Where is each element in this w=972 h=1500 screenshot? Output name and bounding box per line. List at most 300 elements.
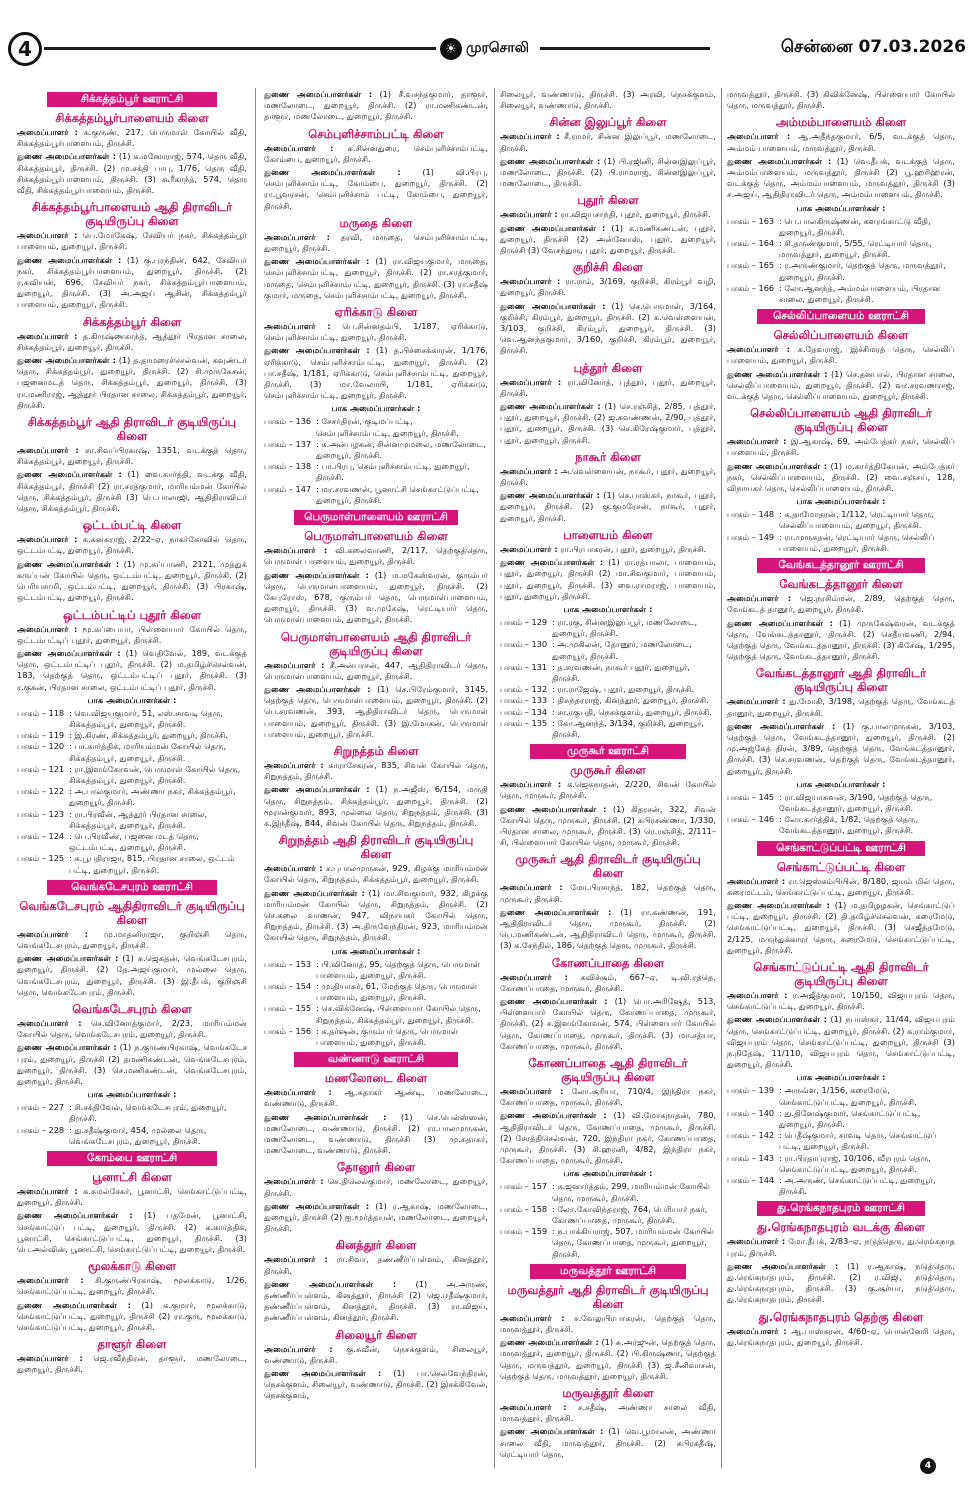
officer-details: (1) செ.பெல்ஸ்ஸன், மணலோடை, வண்ணாடு, திருச்சி. (2) ரா.பாலமுருகன், மணலோடை, வண்ணாடு, திருச்சி (3) மு.சுதாகர், மணலோடை, வண்ணாடு, திருச்சி. [264,1111,488,1156]
booth-section-label: பாக அமைப்பாளர்கள் : [796,496,886,507]
officer-details: பெ.மோகேஷ், சேவியர் நகர், சிக்கத்தம்பூர் பாளையம், துறையூர், திருச்சி. [17,230,247,252]
officer-details: (1) வெ.தீபக், வடக்குத் தெரு, அம்மம்பாளையம், மருவத்தூர், திருச்சி (2) பூ.ஹரிஹரன், வடக்குத் தெரு, அம்மம்பாளையம், மருவத்தூர், திருச்சி (3) ச.அஜய், ஆதிதிராவிடர் தெரு, அம்மம்பாளையம், திருச்சி. [727,155,955,200]
booth-number: பாகம் – 131 [500,661,548,672]
officer-details: த.கிருஷ்ணகாந்த், ஆத்தூர் பிரதான சாலை, சிக்கத்தம்பூர், துறையூர், திருச்சி. [17,330,247,352]
officer-entry [500,544,716,555]
officer-entry [17,1300,247,1334]
role-label: துணை அமைப்பாளர்கள் : [17,151,116,162]
booth-number: பாகம் – 165 [727,260,775,271]
officer-details: ர.அஜீத்குமார், 10/150, விஜயபுரம் தெரு, செங்காட்டுப்பட்டி, துறையூர், திருச்சி. [727,989,955,1012]
officer-entry [500,1110,716,1166]
branch-heading: மருவத்தூர் ஆதி திராவிடர் குடியிருப்பு கிளை [507,1282,709,1311]
booth-officer: : அருவ்ள, 1/156, கரைமேடு, செங்காட்டுப்பட்டி, துறையூர், திருச்சி. [779,1085,917,1107]
officer-entry [17,355,247,411]
officer-details: ச.சதீஷ், அண்ணா சாலை வீதி, மருவத்தூர், திருச்சி. [500,1402,716,1424]
role-label: துணை அமைப்பாளர்கள் : [264,683,371,694]
officer-details: (1) ரா.ரத்பாலா, பாளையம், புதூர், துறையூர், திருச்சி (2) மா.சிவகுமார், பாளையம், புதூர், துறையூர், திருச்சி. (3) வை.ராமராஜ், பாளையம், புதூர், துறையூர், திருச்சி. [500,557,716,601]
role-label: அமைப்பாளர் : [17,928,88,939]
role-label: துணை அமைப்பாளர்கள் : [727,368,828,379]
newspaper-logo [440,36,540,62]
officer-details: ரா.ராம், 3/169, குறிச்சி, கிரம்பூர் வழி, துறையூர், திருச்சி. [500,276,716,298]
officer-entry [264,863,488,885]
officer-entry [500,89,716,111]
officer-entry [500,1426,716,1460]
role-label: துணை அமைப்பாளர்கள் : [17,1299,131,1310]
branch-heading: கோணப்பாதை கிளை [551,955,665,970]
booth-officer: : சா.ரகுபதி, நெசக்குளம், துறையூர், திருச்சி. [552,706,712,717]
booth-section-label: பாக அமைப்பாளர்கள் : [331,403,421,414]
branch-heading: கோணப்பாதை ஆதி திராவிடர் குடியிருப்பு கிளை [528,1056,688,1084]
booth-entry [264,416,488,438]
officer-details: (1) பி.ரஜினி, சின்னஇலுப்பூர், மணலோடை, திருச்சி. (2) பி.ராமராஜ், சின்னஇலுப்பூர், மணலோடை, திருச்சி. [500,155,716,189]
officer-details: (1) முருகேஷ்வரன், வடக்குத் தெரு, வேங்கடத்தானூர், திருச்சி. (2) செதீயவணி, 2/94, தெற்குத் தெரு, வேங்கடத்தானூர், திருச்சி. (3) கிசேஷ், 1/295, தெற்குத் தெரு, வேங்கடத்தானூர், திருச்சி. [727,617,955,662]
branch-heading: செங்காட்டுப்பட்டி கிளை [776,859,906,874]
booth-officer: : பெ.பாலகிருஷ்ணன், களரங்காட்டு வீதி, துறையூர், திருச்சி. [779,215,931,237]
branch-heading: புதூர் கிளை [577,193,639,208]
officer-entry [264,321,488,343]
officer-entry [500,301,716,357]
officer-details: ஜெ.நரசிம்மன், 2/89, தெற்குத் தெரு, வேங்கடத் தானூர், துறையூர், திருச்சி. [727,593,955,615]
booth-entry [264,439,488,461]
role-label: துணை அமைப்பாளர்கள் : [500,155,601,166]
branch-heading: சிறுநத்தம் கிளை [333,743,419,758]
panchayat-heading: வண்ணாடு ஊராட்சி [294,1052,458,1067]
role-label: துணை அமைப்பாளர்கள் : [17,1210,133,1221]
booth-number: பாகம் – 139 [727,1085,775,1096]
branch-heading: முருகூர் ஆதி திராவிடர் குடியிருப்பு கிளை [515,852,701,881]
officer-details: (1) க.குமார், மூலக்காடு, செங்காட்டுப்பட்டி, துறையூர், திருச்சி (2) ரா.குரு, மூலக்காடு, செங்காட்டுப்பட்டி, துறையூர், திருச்சி. [17,1299,248,1333]
role-label: அமைப்பாளர் : [500,1312,565,1323]
officer-details: (1) க.மணிகண்டன், புதூர், துறையூர், திருச்சி (2) அன்னோஸ், புதூர், துறையூர், திருச்சி (3) வேசந்துரு, புதூர், துறையூர், திருச்சி. [500,222,716,256]
officer-entry [500,401,716,446]
role-label: அமைப்பாளர் : [264,1343,333,1354]
column-divider [494,88,495,1468]
branch-heading: முருகூர் கிளை [570,763,646,778]
branch-heading: செல்லிப்பாளையம் கிளை [773,328,909,343]
booth-entry [727,238,955,260]
role-label: துணை அமைப்பாளர்கள் : [727,1260,839,1271]
newspaper-name: முரசொலி [466,40,529,56]
role-label: அமைப்பாளர் : [264,545,328,556]
booth-number: பாகம் – 148 [727,509,775,520]
officer-details: (1) ர.ஆகாஷ், மணலோடை, துறையூர், திருச்சி (2) ஐ.மூர்த்தயன், மணலோடை, துறையூர், திருச்சி. [264,1200,488,1234]
role-label: அமைப்பாளர் : [500,131,560,142]
booth-officer: : சு.ஜனார்த்தம், 299, மாரியம்மன் கோயில் தெரு, முருகூர், திருச்சி. [552,1181,710,1203]
booth-officer: : திசுந்தரராஜ், கினத்தூர், துறையூர், திருச்சி. [552,695,709,706]
officer-details: பெ.சின்னதம்பி, 1/187, ஏரிக்காடு, செம்புளிச்சாம்பட்டி, துறையூர், திருச்சி. [264,321,488,343]
officer-details: ஆ.பாஸ்கரன், 4/60–ஏ, பொன்னேரி தெரு, து.ரெங்கநாதபுரம், துறையூர், திருச்சி. [727,1325,955,1347]
booth-number: பாகம் – 146 [727,814,775,825]
booth-number: பாகம் – 130 [500,639,548,650]
role-label: துணை அமைப்பாளர்கள் : [727,720,836,731]
booth-number: பாகம் – 144 [727,1175,775,1186]
officer-details: (1) ர.ஆகாஷ், நடுத்தெரு, து.ரெங்கநாதபுரம், திருச்சி. (2) ர.விஜி, நடுத்தெரு, து.ரெங்கநாதபுரம், திருச்சி. (3) கு.சூர்யா, நடுத்தெரு, து.ரெங்கநாதபுரம், திருச்சி. [727,1260,955,1305]
officer-entry [500,804,716,849]
role-label: துணை அமைப்பாளர்கள் : [500,401,601,412]
role-label: அமைப்பாளர் : [264,863,323,874]
officer-details: ஆ.சுதாகர் ஆண்டி, மணலோடை, வண்ணாடு, திருச்சி. [264,1087,488,1109]
officer-entry [17,1275,247,1297]
booth-section-label: பாக அமைப்பாளர்கள் : [563,603,653,614]
branch-heading: சிக்கத்தம்பூர்பாளையம் கிளை [55,111,209,125]
booth-officer: : சு.பூபதிராஜா, 815, பிரதான சாலை, ஒட்டம் பட்டி, துறையூர், திருச்சி. [69,853,235,875]
officer-entry [264,1176,488,1198]
booth-entry [500,684,716,695]
booth-entry [727,283,955,305]
officer-details: (1) செ.பாஸ்கர், நாகூர், புதூர், துறையூர், திருச்சி. (2) கு.குமரேசன், நாகூர், புதூர், துறையூர், திருச்சி. [500,490,716,523]
booth-officer: : க.அன்பழகன், சின்னமுமலை, மணலோடை, துறையூர், திருச்சி. [316,438,486,461]
role-label: அமைப்பாளர் : [727,875,786,886]
booth-entry [727,260,955,282]
officer-entry [17,127,247,149]
officer-entry [500,907,716,952]
booth-officer: : சி.சக்திவேல், வெங்கடேசபுரம், துறையூர், திருச்சி. [69,1102,227,1124]
officer-entry [264,684,488,740]
role-label: துணை அமைப்பாளர்கள் : [17,254,122,265]
role-label: துணை அமைப்பாளர்கள் : [264,784,370,795]
officer-entry [264,89,488,123]
booth-officer: : ரா.பிரவீன், ஆத்தூர் பிரதான சாலை, சிக்கத்தம்பூர், துறையூர், திருச்சி. [69,808,208,830]
role-label: அமைப்பாளர் : [264,321,331,332]
officer-details: க.ஜெகநாதன், 2/220, சிவன் கோயில் தெரு, முருகூர், திருச்சி. [500,779,716,801]
officer-entry [17,624,247,646]
booth-officer: : அ.முகிலன், தோனூர், மணலோடை, துறையூர், திருச்சி. [552,639,692,661]
role-label: துணை அமைப்பாளர்கள் : [500,1426,604,1437]
role-label: துணை அமைப்பாளர்கள் : [500,490,600,501]
role-label: அமைப்பாளர் : [17,330,78,341]
branch-heading: சிலையூர் கிளை [335,1327,417,1342]
role-label: அமைப்பாளர் : [727,696,786,707]
branch-heading: குறிச்சி கிளை [572,260,644,275]
booth-officer: : அ.பாலகுமார், அண்ணா நகர், சிக்கத்தம்பூர், துறையூர், திருச்சி. [69,786,236,808]
booth-entry [500,1226,716,1260]
booth-officer: : ரா.விஜயாசுவன், 3/190, தெற்குத் தெரு, வேங்கடத்தானூர், துறையூர், திருச்சி. [779,791,933,813]
panchayat-heading: மருவத்தூர் ஊராட்சி [530,1264,686,1279]
role-label: அமைப்பாளர் : [17,230,78,241]
branch-heading: செம்புளிச்சாம்பட்டி கிளை [308,126,444,141]
booth-number: பாகம் – 120 [17,741,65,752]
officer-details: ஜெ.ரவீந்திரன், தாளூர், மணலோடை, துறையூர், திருச்சி. [17,1353,247,1375]
role-label: அமைப்பாளர் : [17,623,78,634]
officer-entry [264,1201,488,1235]
role-label: துணை அமைப்பாளர்கள் : [500,300,606,311]
booth-number: பாகம் – 155 [264,1003,312,1014]
role-label: துணை அமைப்பாளர்கள் : [500,1337,599,1348]
booth-section-label: பாக அமைப்பாளர்கள் : [796,202,886,213]
booth-entry [727,1108,955,1130]
role-label: துணை அமைப்பாளர்கள் : [727,617,833,628]
officer-entry [264,888,488,944]
booth-entry [17,764,247,786]
officer-entry [17,929,247,951]
booth-officer: : ரா.பிரதாப்ராஜ், 10/106, வீரபுரம் தெரு, செங்காட்டுப்பட்டி, துறையூர், திருச்சி. [779,1152,931,1174]
officer-details: ரா.சிவா, தண்ணீர்ப்பள்ளம், கினத்தூர், திருச்சி. [264,1254,488,1276]
role-label: அமைப்பாளர் : [500,276,561,287]
officer-details: (1) கு.பாலமுருகன், 3/103, தெற்குத் தெரு, வேங்கடத்தானூர், துறையூர், திருச்சி. (2) மு.அஜ்கேத் திரன், 3/89, தெற்குத் தெரு, வேங்கடத்தானூர், திருச்சி. (3) செ.சரவணன், தெற்குத் தெரு, வேங்கடத்தானூர், துறையூர், திருச்சி. [727,720,955,776]
officer-entry [727,900,955,956]
role-label: அமைப்பாளர் : [264,659,325,670]
role-label: துணை அமைப்பாளர்கள் : [17,558,120,569]
booth-number: பாகம் – 166 [727,282,775,293]
booth-section-label: பாக அமைப்பாளர்கள் : [87,1089,177,1100]
role-label: அமைப்பாளர் : [500,1402,567,1413]
officer-details: (1) ம.மகேஸ்வரன், குரும்பர் தெரு, பெருமாள்பாளையம், துறையூர், திருச்சி. (2) கேபுரோஸ், 678, குரும்பர் தெரு, பெருமாள்பாளையம், துறையூர், திருச்சி. (3) வ.முகேஷ், ரெட்டியார் தெரு, பெருமாள்பாளையம், துறையூர், திருச்சி. [264,569,488,625]
officer-entry [17,331,247,353]
booth-officer: : பா.கார்த்திக், மாரியம்மன் கோயில் தெரு, சிக்கத்தம்பூர், துறையூர், திருச்சி. [69,741,227,763]
booth-entry [500,1181,716,1203]
branch-heading: சிறுநத்தம் ஆதி திராவிடர் குடியிருப்பு கிளை [278,833,474,862]
booth-officer: : ரா.இளங்கோவன், பெருமாள் கோயில் தெரு, சிக்கத்தம்பூர், துறையூர், திருச்சி. [69,763,241,785]
officer-entry [500,1337,716,1382]
officer-entry [17,230,247,252]
officer-entry [727,696,955,718]
officer-details: மோ.பிரசாந்த், 182, தெற்குத் தெரு, முருகூர், திருச்சி. [500,882,716,904]
panchayat-heading: பெருமாள்பாளையம் ஊராட்சி [294,510,458,525]
officer-details: சீ.ராமர், சின்ன இலுப்பூர், மணலோடை, திருச்சி. [500,131,716,153]
booth-officer: : து.தினேஷ்குமார், செங்காட்டுப்பட்டி, துறையூர், திருச்சி. [779,1107,921,1129]
officer-details: (1) ரா.விஜயகுமார், மருதை, செம்புளிச்சாம்பட்டி, துறையூர், திருச்சி. (2) ரா.சரத்குமார், மருதை, செம்புளிச்சாம்பட்டி, துறையூர், திருச்சி. (3) ரா.சதீஷ் குமார், மருதை, செம்புளிச்சாம்பட்டி, துறையூர், திருச்சி. [264,256,488,300]
role-label: அமைப்பாளர் : [264,1176,324,1187]
booth-entry [500,707,716,718]
booth-number: பாகம் – 133 [500,695,548,706]
officer-details: மூ.சுப்பையா, பிள்ளையார் கோயில் தெரு, ஒட்டம்பட்டிப் புதூர், துறையூர், திருச்சி. [17,623,247,645]
role-label: அமைப்பாளர் : [500,882,563,893]
booth-officer: : த.சரவணன், நாகூர் புதூர், துறையூர், திருச்சி. [552,661,690,683]
officer-entry [264,1112,488,1157]
officer-entry [727,876,955,898]
officer-entry [264,1279,488,1324]
booth-number: பாகம் – 143 [727,1152,775,1163]
branch-heading: தோனூர் கிளை [336,1160,416,1175]
officer-entry [500,131,716,153]
role-label: துணை அமைப்பாளர்கள் : [500,803,607,814]
branch-heading: மருவத்தூர் கிளை [562,1386,654,1401]
panchayat-heading: செல்லிப்பாளையம் ஊராட்சி [757,309,925,324]
officer-details: (1) செ.பிரேம்குமார், 3145, தெற்குத் தெரு, பெருமாள்பாளையம், துறையூர், திருச்சி. (2) பெ.சரவணன், 393, ஆதிதிராவிடர் தெரு, பெருமாள் பாளையம், துறையூர், திருச்சி. (3) இ.மோகன், பெருமாள் பாளையம், துறையூர், திருச்சி. [264,683,488,739]
branch-heading: ஏரிக்காடு கிளை [334,305,418,320]
officer-entry [727,436,955,458]
booth-number: பாகம் – 145 [727,791,775,802]
panchayat-heading: செங்காட்டுப்பட்டி ஊராட்சி [757,841,925,856]
officer-details: (1) அ.அருண், தண்ணீர்ப்பள்ளம், கினத்தூர், திருச்சி (2) ஜெ.ஈதீஷ்குமார், தண்ணீர்ப்பள்ளம், கினத்தூர், திருச்சி. (3) ரா.விஜய், தண்ணீர்ப்பள்ளம், கினத்தூர், திருச்சி. [264,1278,488,1323]
booth-entry [17,831,247,853]
booth-number: பாகம் – 147 [264,483,312,494]
officer-entry [500,1402,716,1424]
officer-details: (1) வி.பிரபு, செம்புளிச்சாம்பட்டி, கோம்பை, துறையூர், திருச்சி. (2) ரா.பூவரசன், செம்புளிச்சாம் பட்டி, கோம்பை, துறையூர், திருச்சி. [264,167,488,211]
booth-number: பாகம் – 142 [727,1130,775,1141]
page-number-badge: 4 [8,32,42,66]
role-label: துணை அமைப்பாளர்கள் : [727,460,828,471]
officer-details: க.தேவராஜ், இச்சிமரத் தெரு, செல்லிப் பாளையம், துறையூர், திருச்சி. [727,344,955,366]
branch-heading: து.ரெங்கநாதபுரம் தெற்கு கிளை [758,1309,924,1324]
officer-details: செ.வினோத்குமார், 2/23, மாரியம்மன் கோயில் தெரு, வெங்கடேசபுரம், துறையூர், திருச்சி. [17,1017,247,1040]
officer-details: இ.ஆகாஷ், 69, அம்பேத்கர் நகர், செல்லிப் பாளையம், திருச்சி. [727,436,955,458]
booth-entry [727,216,955,238]
role-label: அமைப்பாளர் : [264,1087,332,1098]
role-label: அமைப்பாளர் : [500,971,568,982]
booth-officer: : ரா.ராஜேஷ், புதூர், துறையூர், திருச்சி. [552,684,695,695]
officer-details: ச.வேலுபிரபாகரன், தெற்குத் தெரு, மருவத்தூர், திருச்சி. [500,1312,716,1335]
branch-heading: ஒட்டம்பட்டி கிளை [82,518,182,533]
officer-entry [727,721,955,777]
booth-section-label: பாக அமைப்பாளர்கள் : [87,694,177,705]
officer-entry [500,490,716,524]
panchayat-heading: வெங்கடேசபுரம் ஊராட்சி [47,880,217,895]
branch-heading: சிக்கத்தம்பூர்பாளையம் ஆதி திராவிடர் குடியிருப்பு கிளை [31,200,233,229]
officer-details: செ.திலெல்குமார், மணலோடை, துறையூர், திருச்சி. [264,1176,488,1198]
booth-entry [17,741,247,763]
branch-heading: து.ரெங்கநாதபுரம் வடக்கு கிளை [757,1220,925,1235]
booth-number: பாகம் – 122 [17,786,65,797]
booth-officer: : அ.அருண், செங்காட்டுப்பட்டி, துறையூர், திருச்சி. [779,1175,936,1197]
officer-details: (1) செ.பெருமாள், 3/164, குறிச்சி, கிரம்பூர், துறையூர், திருச்சி. (2) க.வெள்ளையன், 3/103, குறிச்சி, கிரம்பூர், துறையூர், திருச்சி. (3) வெ.ஆனந்தகுமார், 3/160, குறிச்சி, கிரம்பூர், துறையூர், திருச்சி. [500,300,716,356]
branch-heading: வேங்கடத்தானூர் ஆதி திராவிடர் குடியிருப்பு கிளை [755,666,927,695]
booth-number: பாகம் – 118 [17,707,65,718]
booth-entry [727,1130,955,1152]
officer-entry [500,972,716,994]
officer-details: (1) க.ஜெகதன், வெங்கடேசபுரம், துறையூர், திருச்சி. (2) தே.அஜய்குமார், முல்லை தெரு, வெங்கடேசபுரம், துறையூர், திருச்சி. (3) இ.தீபக், குறிஞ்சி தெரு, வெங்கடேசபுரம், திருச்சி. [17,953,247,997]
role-label: அமைப்பாளர் : [727,1325,787,1336]
booth-section-label: பாக அமைப்பாளர்கள் : [563,1168,653,1179]
officer-entry [500,557,716,602]
officer-details: மோ.தீபக், 2/83–ஏ, நடுத்தெரு, து.ரெங்கநாத புரம், திருச்சி. [727,1236,955,1258]
sun-logo-icon: ☀ [440,38,462,60]
branch-heading: சிக்கத்தம்பூர் ஆதி திராவிடர் குடியிருப்பு கிளை [27,415,237,444]
booth-officer: : பா.பிரபு, செம்புளிச்சாம்பட்டி, துறையூர், திருச்சி. [316,461,470,483]
booth-number: பாகம் – 153 [264,958,312,969]
role-label: துணை அமைப்பாளர்கள் : [17,1042,117,1053]
booth-entry [500,639,716,661]
branch-heading: பெருமாள்பாளையம் ஆதி திராவிடர் குடியிருப்பு கிளை [280,629,472,658]
booth-number: பாகம் – 156 [264,1025,312,1036]
officer-entry [500,223,716,257]
role-label: துணை அமைப்பாளர்கள் : [264,345,370,356]
column-4 [724,88,958,1490]
officer-entry [727,461,955,495]
officer-entry [727,131,955,153]
officer-details: (1) பதமேன், பூனாட்சி, செங்காட்டுப் பட்டி, துறையூர், திருச்சி. (2) க.கார்த்திக், பூனாட்சி, செங்காட்டுப்பட்டி, துறையூர், திருச்சி. (3) பெ.அல்வின், பூனாட்சி, செங்காட்டுப்பட்டி, துறையூர், திருச்சி. [17,1210,248,1255]
branch-heading: செல்லிப்பாளையம் ஆதி திராவிடர் குடியிருப்பு கிளை [750,406,932,435]
role-label: துணை அமைப்பாளர்கள் : [264,167,401,178]
booth-entry [500,718,716,740]
booth-officer: : சி.தருண்குமார், 5/55, ரெட்டியார் தெரு, மருவத்தூர், துறையூர், திருச்சி. [779,238,932,260]
column-1 [14,88,250,1490]
role-label: துணை அமைப்பாளர்கள் : [500,222,606,233]
branch-heading: வெங்கடேசபுரம் கிளை [72,1001,192,1016]
officer-details: சா.சிவப்பிரகாஷ், 1351, வடக்குத் தெரு, சிக்கத்தம்பூர், துறையூர், திருச்சி. [17,445,247,467]
role-label: அமைப்பாளர் : [264,759,324,770]
booth-number: பாகம் – 135 [500,717,548,728]
branch-heading: மருதை கிளை [339,215,413,230]
booth-number: பாகம் – 164 [727,238,775,249]
officer-details: க.கனகராஜ், 2/22–ஏ, நாகர்கோவில் தெரு, ஒட்டம்பட்டி, துறையூர், திருச்சி. [17,534,247,556]
booth-entry [727,1153,955,1175]
role-label: அமைப்பாளர் : [500,543,558,554]
booth-officer: : லோ.கார்த்திக், 1/82, தெற்குத் தெரு, வேங்கடத்தானூர், துறையூர், திருச்சி. [779,814,919,836]
booth-section-label: பாக அமைப்பாளர்கள் : [331,945,421,956]
role-label: அமைப்பாளர் : [500,209,558,220]
role-label: துணை அமைப்பாளர்கள் : [264,1278,397,1289]
officer-entry [17,648,247,693]
officer-details: காராசேகரன், 835, சிவன் கோயில் தெரு, சிறுநத்தம், திருச்சி. [264,759,488,782]
officer-entry [500,779,716,801]
column-divider [721,88,722,1468]
officer-entry [727,369,955,403]
booth-number: பாகம் – 149 [727,531,775,542]
booth-section-label: பாக அமைப்பாளர்கள் : [796,778,886,789]
branch-heading: மூலக்காடு கிளை [88,1259,176,1274]
branch-heading: சின்ன இலுப்பூர் கிளை [549,115,667,130]
officer-entry [264,1368,488,1402]
booth-number: பாகம் – 121 [17,763,65,774]
officer-entry [264,760,488,782]
role-label: துணை அமைப்பாளர்கள் : [264,569,369,580]
officer-entry [500,1313,716,1335]
role-label: துணை அமைப்பாளர்கள் : [264,1368,382,1379]
booth-number: பாகம் – 137 [264,438,312,449]
booth-officer: : க.தாமோதரன், 1/112, ரெட்டியார் தெரு, செல்லிப்பாளையம், துறையூர், திருச்சி. [779,509,934,531]
role-label: துணை அமைப்பாளர்கள் : [500,995,608,1006]
branch-heading: சிக்கத்தம்பூர் கிளை [82,314,182,329]
booth-officer: : பி.வினோத், 95, தெற்குத் தெரு, பெருமாள் பாளையம், துறையூர், திருச்சி. [316,958,481,980]
booth-entry [727,1085,955,1107]
officer-entry [727,593,955,615]
booth-officer: : பெ.பிரவீண், பஜனை மடத் தெரு, ஒட்டம்பட்டி, துறையூர், திருச்சி. [69,830,199,853]
booth-number: பாகம் – 132 [500,684,548,695]
branch-heading: தாளூர் கிளை [97,1337,167,1352]
role-label: அமைப்பாளர் : [17,1017,82,1028]
booth-entry [264,1003,488,1025]
booth-number: பாகம் – 228 [17,1124,65,1135]
officer-entry [17,255,247,311]
booth-entry [17,1125,247,1147]
officer-details: மருவத்தூர், திருச்சி. (3) கிவிக்னேஷ், பிள்ளையார் கோயில் தெரு, மருவத்தூர், திருச்சி. [727,89,955,111]
branch-heading: செங்காட்டுப்பட்டி ஆதி திராவிடர் குடியிருப்பு கிளை [753,959,929,988]
panchayat-heading: வேங்கடத்தானூர் ஊராட்சி [757,558,925,573]
role-label: துணை அமைப்பாளர்கள் : [264,89,373,99]
officer-entry [264,784,488,829]
role-label: துணை அமைப்பாளர்கள் : [264,1200,370,1211]
booth-officer: : மு.தியாகர், 61, மேற்குத் தெரு, பெருமாள் பாளையம், துறையூர், திருச்சி. [316,980,478,1003]
masthead-rule-left [44,47,436,50]
booth-entry [17,708,247,730]
booth-number: பாகம் – 227 [17,1102,65,1113]
officer-details: (1) த.பிச்சைக்காரன், 1/176, ஏரிக்காடு, செம்புளிச்சாம்பட்டி, துறையூர், திருச்சி. (2) பா.சதீஷ், 1/181, ஏரிக்காடு, செம்புளிச்சாம்பட்டி, துறையூர், திருச்சி. (3) மா.வேலாயி, 1/181, ஏரிக்காடு, செம்புளிச்சாம்பட்டி, துறையூர், திருச்சி. [264,345,488,401]
booth-officer: : பெதீஷ்குமார், சாவடி தெரு, செங்காட்டுப் பட்டி, துறையூர், திருச்சி. [779,1130,937,1152]
officer-entry [264,570,488,626]
dateline: சென்னை 07.03.2026 [780,37,966,57]
officer-entry [17,559,247,604]
booth-officer: : க.தர்ஷன், குரும்பர் தெரு, பெருமாள் பாளையம், துறையூர், திருச்சி. [316,1025,459,1047]
booth-officer: : லோ.ஆனந்த், அம்மம்பாளையம், பிரதான சாலை, துறையூர், திருச்சி. [779,282,941,305]
branch-heading: வெங்கடேசபுரம் ஆதிதிராவிடர் குடியிருப்பு கிளை [19,898,245,927]
officer-entry [500,276,716,298]
role-label: துணை அமைப்பாளர்கள் : [17,469,122,480]
officer-details: சி.குருண்பிரகாஷ், மூலக்காடு, 1/26, செங்காட்டுப்பட்டி, துறையூர், திருச்சி. [17,1275,247,1297]
column-3 [497,88,719,1490]
booth-number: பாகம் – 157 [500,1181,548,1192]
officer-details: (1) ரா.கண்ணன், 191, ஆதிதிராவிடர் தெரு, முருகூர், திருச்சி. (2) பெ.மணிகண்டன், ஆதிதிராவிடர் தெரு, முருகூர், திருச்சி. (3) க.சேந்தில், 186, தெற்குத் தெரு, முருகூர், திருச்சி. [500,906,716,951]
officer-entry [17,151,247,196]
officer-entry [17,1353,247,1375]
officer-details: (1) வெ.பூமாலன், அண்ணா சாலை வீதி, மருவத்தூர், திருச்சி. (2) சுபிரகதீஷ், ரெட்டியார் தெரு, [500,1426,716,1459]
booth-entry [500,1204,716,1226]
officer-details: ரா.வினோத், புத்தூர், புதூர், துறையூர், திருச்சி. [500,376,716,398]
role-label: துணை அமைப்பாளர்கள் : [264,887,365,898]
branch-heading: பெருமாள்பாளையம் கிளை [304,529,448,544]
booth-number: பாகம் – 159 [500,1226,548,1237]
officer-details: (1) செ.தனபால், பிரதான சாலை, செல்லிப்பாளையம், துறையூர், திருச்சி. (2) வா.சரவணராஜ், வடக்குத் தெரு, செல்லிப்பாளையம், துறையூர், திருச்சி. [727,368,956,402]
